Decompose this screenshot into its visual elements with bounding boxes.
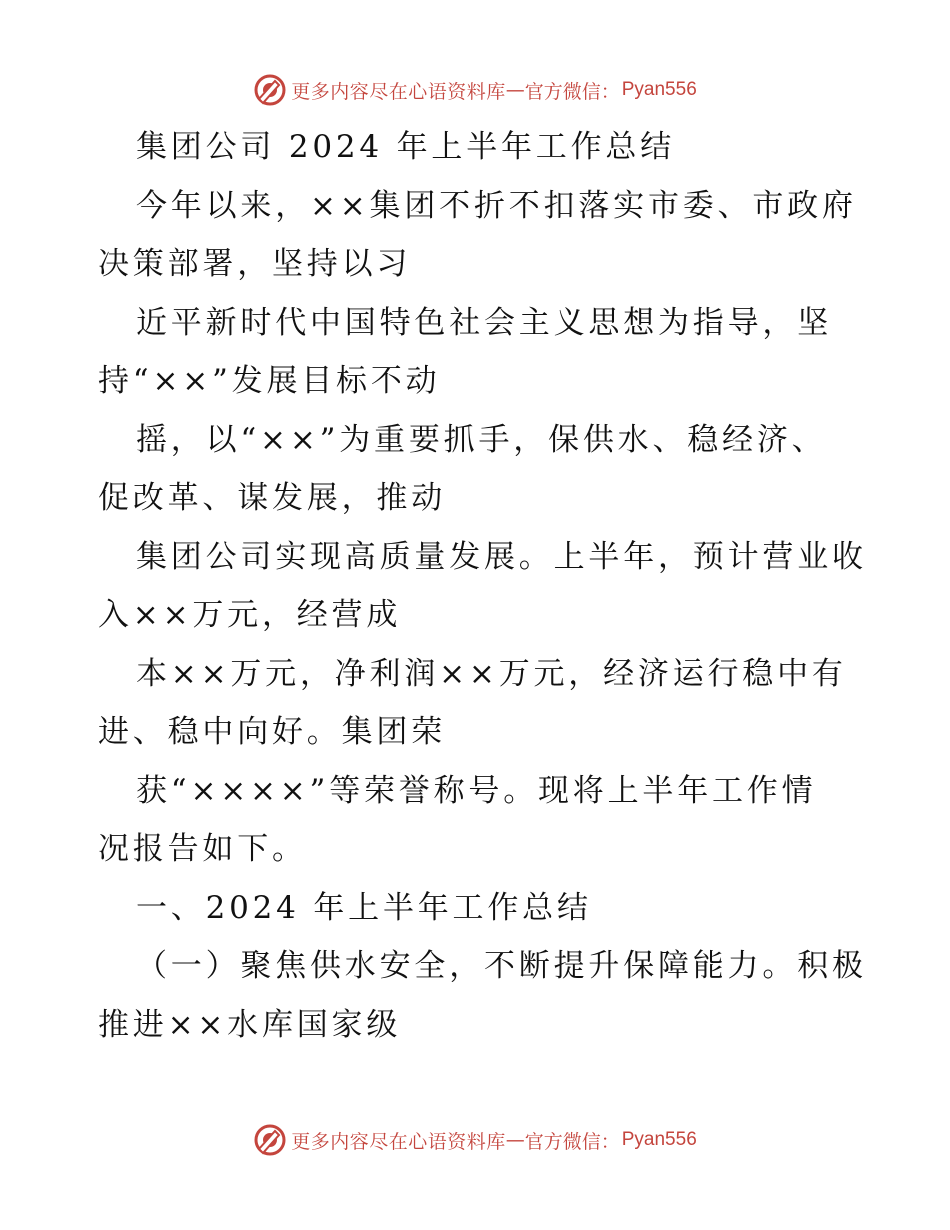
paragraph-line: 持“××”发展目标不动 xyxy=(98,363,441,399)
footer-wechat-label: 官方微信： xyxy=(524,1130,620,1153)
paragraph-line: 入××万元，经营成 xyxy=(98,597,402,633)
paragraph-line: 今年以来，××集团不折不扣落实市委、市政府 xyxy=(136,187,857,224)
document-body xyxy=(98,118,867,1054)
footer-site-name: 更多内容尽在心语资料库 xyxy=(291,1130,506,1153)
document-title: 集团公司 2024 年上半年工作总结 xyxy=(136,129,675,165)
paragraph-line: 获“××××”等荣誉称号。现将上半年工作情 xyxy=(136,772,817,809)
paragraph-line: 决策部署，坚持以习 xyxy=(98,246,412,282)
brand-logo-icon xyxy=(253,73,287,107)
paragraph-line: 促改革、谋发展，推动 xyxy=(98,480,446,516)
header-dash: — xyxy=(505,79,525,101)
footer-watermark xyxy=(0,1120,950,1160)
header-wechat-label: 官方微信： xyxy=(524,80,620,103)
footer-wechat-id: Pyan556 xyxy=(621,1129,697,1150)
paragraph-line: 本××万元，净利润××万元，经济运行稳中有 xyxy=(136,655,847,692)
section-heading: 一、2024 年上半年工作总结 xyxy=(136,889,592,926)
paragraph-line: 推进××水库国家级 xyxy=(98,1006,402,1043)
paragraph-line: 进、稳中向好。集团荣 xyxy=(98,714,446,750)
paragraph-line: 集团公司实现高质量发展。上半年，预计营业收 xyxy=(136,538,867,575)
header-site-name: 更多内容尽在心语资料库 xyxy=(291,80,506,103)
header-watermark xyxy=(0,70,950,110)
paragraph-line: 近平新时代中国特色社会主义思想为指导，坚 xyxy=(136,304,832,341)
footer-dash: — xyxy=(505,1129,525,1151)
paragraph-line: 摇，以“××”为重要抓手，保供水、稳经济、 xyxy=(136,421,827,458)
paragraph-line: 况报告如下。 xyxy=(98,831,307,867)
paragraph-line: （一）聚焦供水安全，不断提升保障能力。积极 xyxy=(136,948,867,984)
header-wechat-id: Pyan556 xyxy=(621,79,697,100)
brand-logo-icon xyxy=(253,1123,287,1157)
